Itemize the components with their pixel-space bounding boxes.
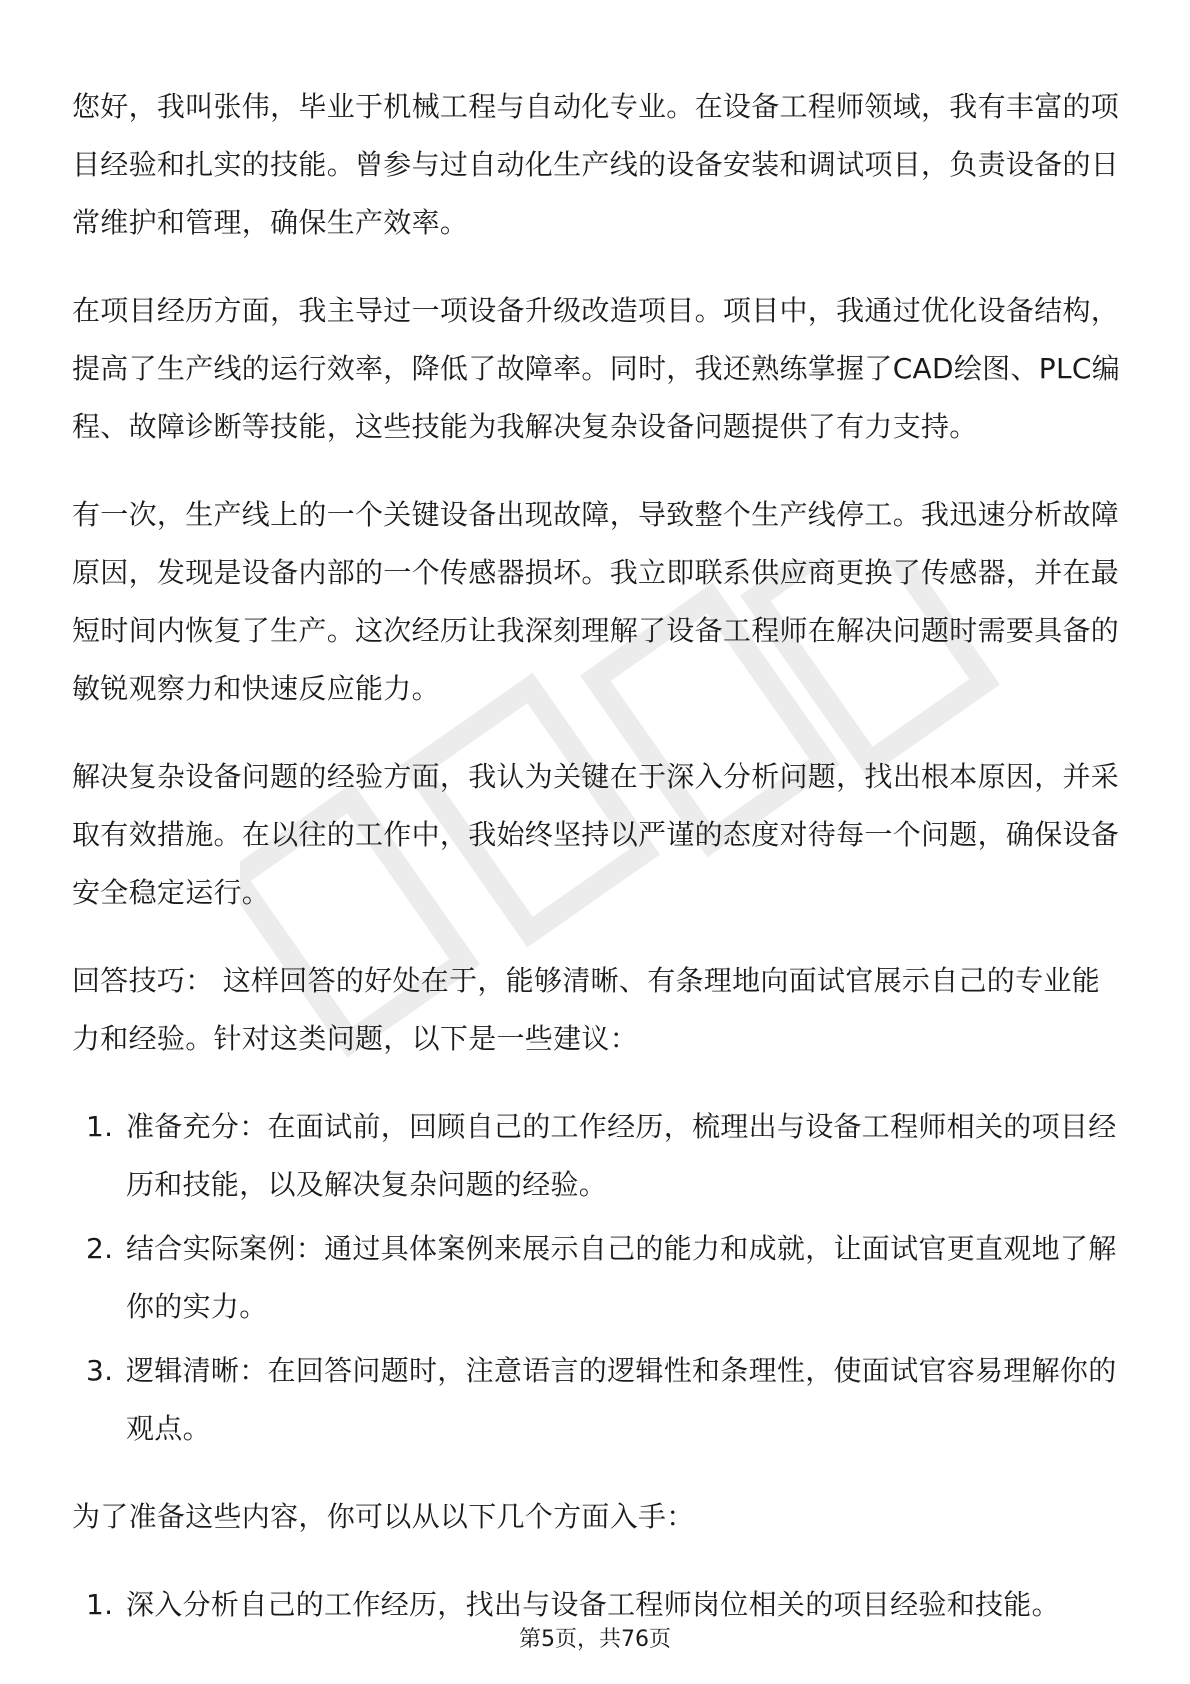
list-item <box>72 1098 1122 1214</box>
list-item <box>72 1220 1122 1336</box>
list-number: 3. <box>86 1354 114 1387</box>
paragraph-incident: 有一次，生产线上的一个关键设备出现故障，导致整个生产线停工。我迅速分析故障原因，发现是设备内部的一个传感器损坏。我立即联系供应商更换了传感器，并在最短时间内恢复了生产。这次经历让我深刻理解了设备工程师在解决问题时需要具备的敏锐观察力和快速反应能力。 <box>72 498 1120 705</box>
paragraph-projects: 在项目经历方面，我主导过一项设备升级改造项目。项目中，我通过优化设备结构，提高了生产线的运行效率，降低了故障率。同时，我还熟练掌握了CAD绘图、PLC编程、故障诊断等技能，这些技能为我解决复杂设备问题提供了有力支持。 <box>72 294 1121 443</box>
list-item-text: 准备充分：在面试前，回顾自己的工作经历，梳理出与设备工程师相关的项目经历和技能，以及解决复杂问题的经验。 <box>126 1110 1117 1201</box>
tips-list <box>72 1098 1122 1458</box>
list-number: 2. <box>86 1232 114 1265</box>
paragraph-tips-intro: 回答技巧： 这样回答的好处在于，能够清晰、有条理地向面试官展示自己的专业能力和经验。针对这类问题，以下是一些建议： <box>72 964 1101 1055</box>
paragraph-experience: 解决复杂设备问题的经验方面，我认为关键在于深入分析问题，找出根本原因，并采取有效措施。在以往的工作中，我始终坚持以严谨的态度对待每一个问题，确保设备安全稳定运行。 <box>72 760 1120 909</box>
document-page <box>72 78 1122 1664</box>
list-item-text: 结合实际案例：通过具体案例来展示自己的能力和成就，让面试官更直观地了解你的实力。 <box>126 1232 1117 1323</box>
list-item-text: 深入分析自己的工作经历，找出与设备工程师岗位相关的项目经验和技能。 <box>126 1588 1060 1621</box>
list-number: 1. <box>86 1588 114 1621</box>
list-number: 1. <box>86 1110 114 1143</box>
paragraph-intro: 您好，我叫张伟，毕业于机械工程与自动化专业。在设备工程师领域，我有丰富的项目经验和扎实的技能。曾参与过自动化生产线的设备安装和调试项目，负责设备的日常维护和管理，确保生产效率。 <box>72 90 1120 239</box>
list-item-text: 逻辑清晰：在回答问题时，注意语言的逻辑性和条理性，使面试官容易理解你的观点。 <box>126 1354 1117 1445</box>
list-item <box>72 1342 1122 1458</box>
page-footer: 第5页，共76页 <box>519 1627 671 1652</box>
paragraph-prepare-intro: 为了准备这些内容，你可以从以下几个方面入手： <box>72 1500 695 1533</box>
